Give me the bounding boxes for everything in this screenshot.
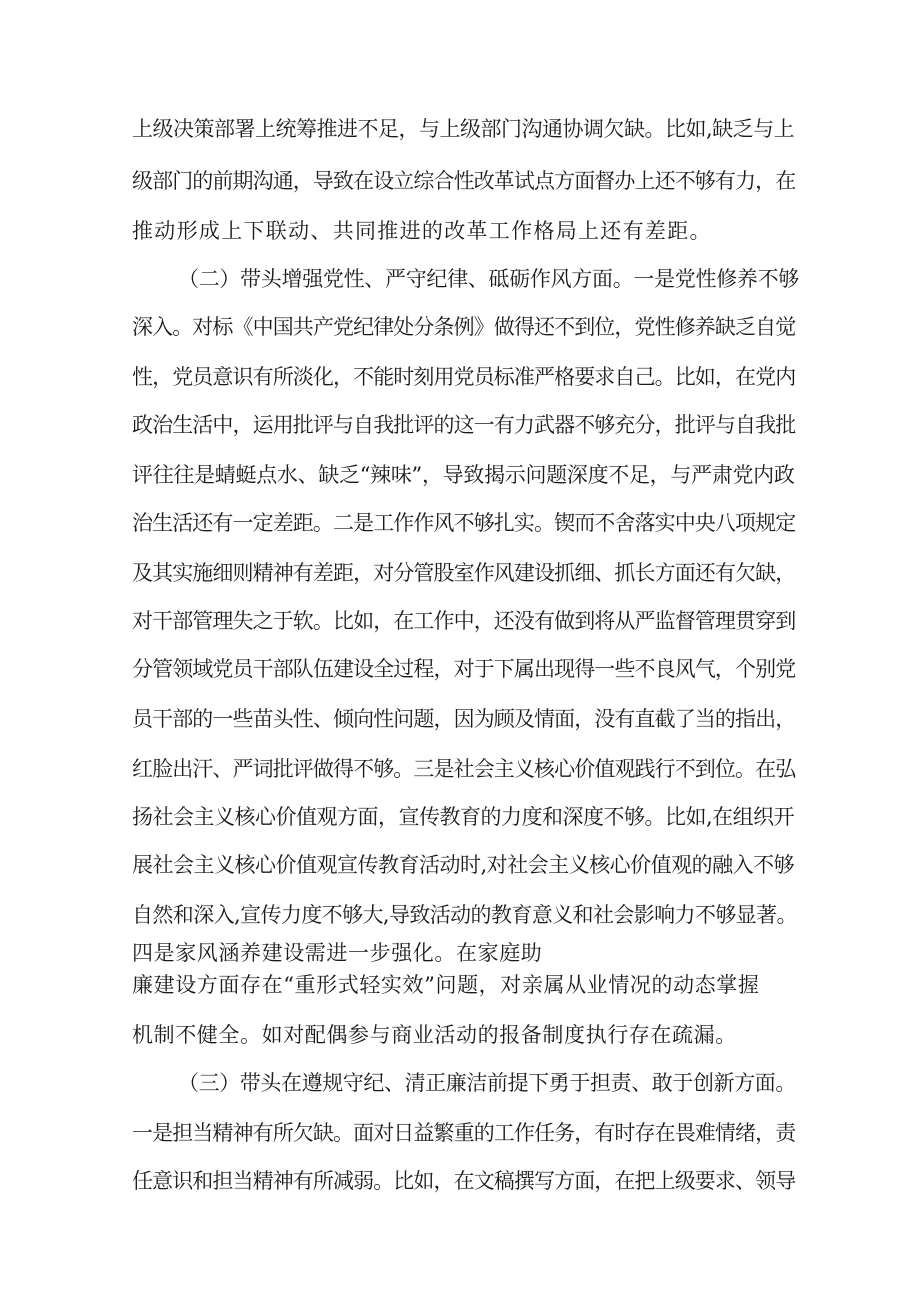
paragraph-line: 自然和深入,宣传力度不够大,导致活动的教育意义和社会影响力不够显著。 [132, 903, 797, 927]
paragraph-line: 展社会主义核心价值观宣传教育活动时,对社会主义核心价值观的融入不够 [132, 853, 795, 877]
paragraph-line: 级部门的前期沟通，导致在设立综合性改革试点方面督办上还不够有力，在 [132, 169, 796, 193]
paragraph-line: 任意识和担当精神有所减弱。比如，在文稿撰写方面，在把上级要求、领导 [132, 1169, 796, 1193]
paragraph-line: 分管领域党员干部队伍建设全过程，对于下属出现得一些不良风气，个别党 [132, 657, 796, 681]
paragraph-line: 员干部的一些苗头性、倾向性问题，因为顾及情面，没有直截了当的指出， [132, 707, 796, 731]
paragraph-line: 红脸出汗、严词批评做得不够。三是社会主义核心价值观践行不到位。在弘 [132, 757, 796, 781]
section-heading-line: （二）带头增强党性、严守纪律、砥砺作风方面。一是党性修养不够 [178, 267, 799, 291]
paragraph-line: 上级决策部署上统筹推进不足，与上级部门沟通协调欠缺。比如,缺乏与上 [132, 117, 795, 141]
paragraph-line: 机制不健全。如对配偶参与商业活动的报备制度执行存在疏漏。 [132, 1023, 737, 1047]
section-heading-line: （三）带头在遵规守纪、清正廉洁前提下勇于担责、敢于创新方面。 [178, 1071, 796, 1095]
paragraph-line: 及其实施细则精神有差距，对分管股室作风建设抓细、抓长方面还有欠缺， [132, 561, 796, 585]
paragraph-line: 深入。对标《中国共产党纪律处分条例》做得还不到位，党性修养缺乏自觉 [132, 315, 796, 339]
paragraph-line: 评往往是蜻蜓点水、缺乏“辣味”，导致揭示问题深度不足，与严肃党内政 [132, 463, 795, 487]
paragraph-line: 推动形成上下联动、共同推进的改革工作格局上还有差距。 [132, 219, 712, 243]
paragraph-line: 廉建设方面存在“重形式轻实效”问题，对亲属从业情况的动态掌握 [132, 973, 760, 997]
paragraph-line: 治生活还有一定差距。二是工作作风不够扎实。锲而不舍落实中央八项规定 [132, 511, 796, 535]
paragraph-line: 性，党员意识有所淡化，不能时刻用党员标准严格要求自己。比如，在党内 [132, 365, 796, 389]
paragraph-line: 四是家风涵养建设需进一步强化。在家庭助 [132, 941, 543, 965]
paragraph-line: 政治生活中，运用批评与自我批评的这一有力武器不够充分，批评与自我批 [132, 413, 796, 437]
paragraph-line: 一是担当精神有所欠缺。面对日益繁重的工作任务，有时存在畏难情绪，责 [132, 1121, 796, 1145]
paragraph-line: 扬社会主义核心价值观方面，宣传教育的力度和深度不够。比如,在组织开 [132, 805, 795, 829]
paragraph-line: 对干部管理失之于软。比如，在工作中，还没有做到将从严监督管理贯穿到 [132, 609, 796, 633]
